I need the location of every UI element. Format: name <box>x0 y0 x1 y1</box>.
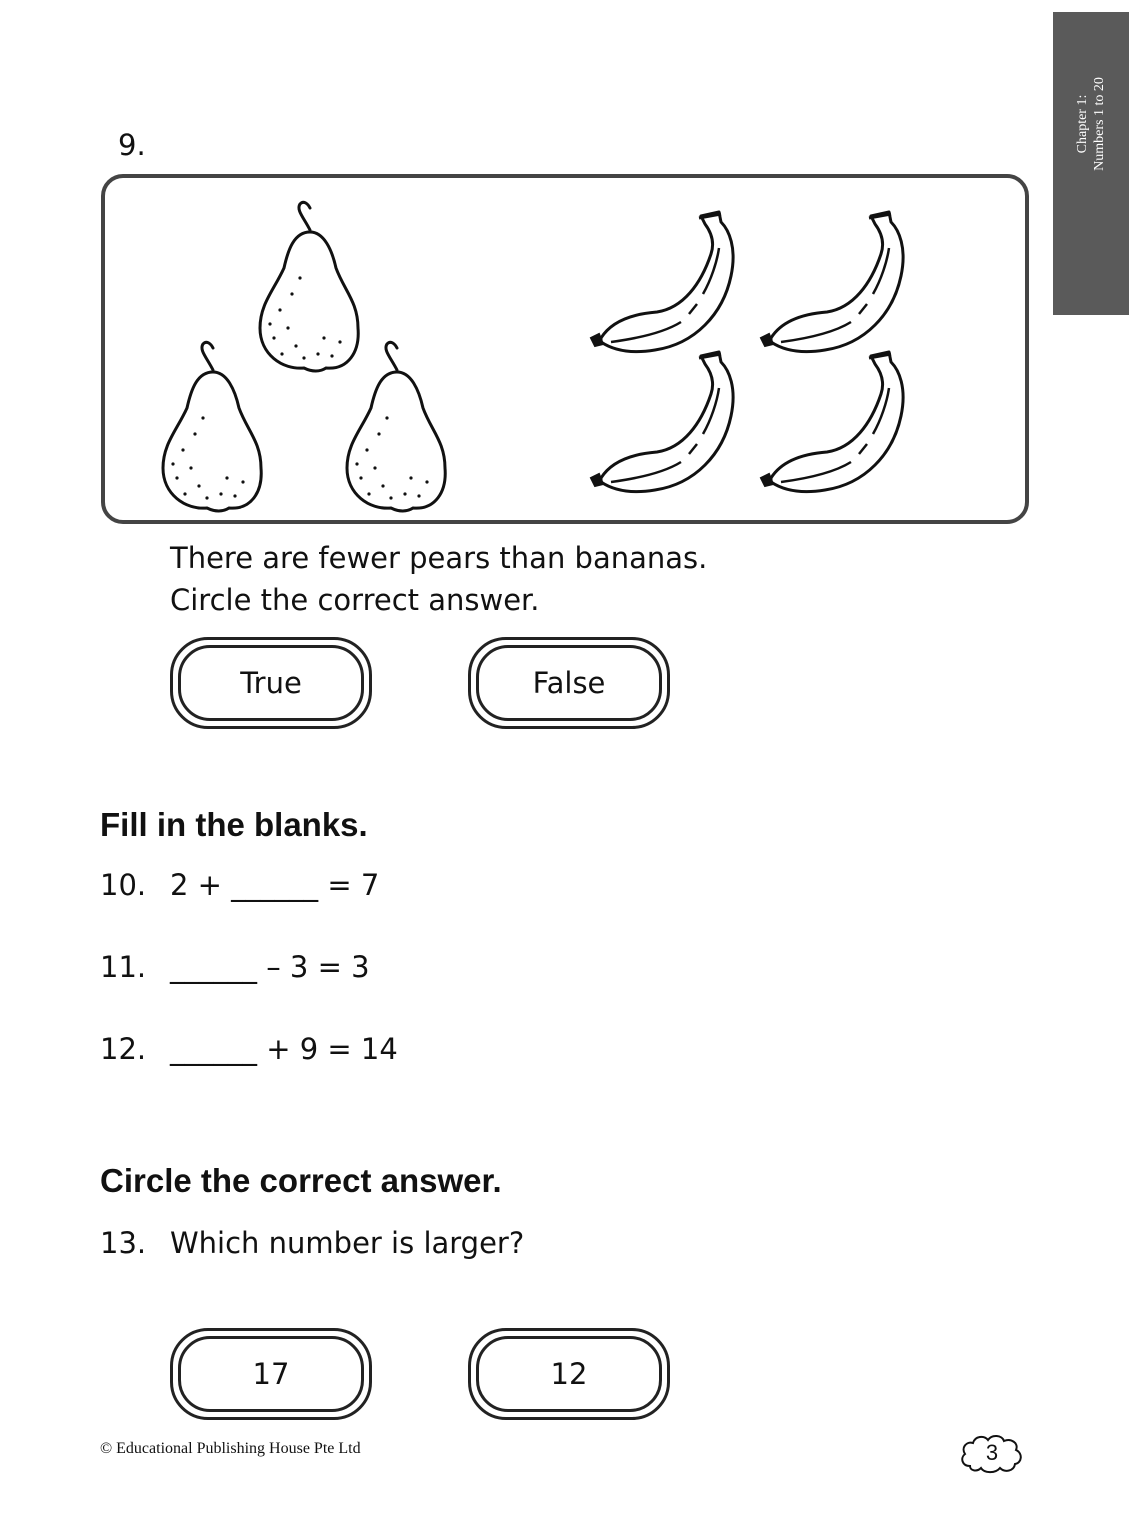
chapter-tab <box>1053 12 1129 315</box>
equation-text[interactable]: 2 + ______ = 7 <box>170 868 380 902</box>
question-9-statement <box>170 537 707 621</box>
fruit-illustration <box>105 178 1025 520</box>
page-number: 3 <box>985 1440 999 1465</box>
false-button[interactable]: False <box>468 637 670 729</box>
circle-answer-heading: Circle the correct answer. <box>100 1162 502 1199</box>
answer-17-button[interactable]: 17 <box>170 1328 372 1420</box>
question-9-number: 9. <box>118 128 146 162</box>
question-number: 11. <box>100 950 147 984</box>
chapter-tab-label <box>1074 77 1108 171</box>
pear-icon <box>347 342 445 511</box>
fill-blanks-heading: Fill in the blanks. <box>100 806 368 843</box>
banana-icon <box>591 352 733 492</box>
question-number: 10. <box>100 868 147 902</box>
banana-icon <box>761 352 903 492</box>
pear-icon <box>163 342 261 511</box>
fruit-picture-box <box>101 174 1029 524</box>
question-number: 12. <box>100 1032 147 1066</box>
equation-text[interactable]: ______ + 9 = 14 <box>170 1032 398 1066</box>
pear-icon <box>260 202 358 371</box>
answer-12-button[interactable]: 12 <box>468 1328 670 1420</box>
chapter-tab-subtitle: Numbers 1 to 20 <box>1092 77 1107 171</box>
chapter-tab-title: Chapter 1: <box>1075 94 1090 154</box>
instruction-line: Circle the correct answer. <box>170 583 540 617</box>
statement-line: There are fewer pears than bananas. <box>170 541 708 575</box>
copyright-text: © Educational Publishing House Pte Ltd <box>100 1440 361 1457</box>
true-button[interactable]: True <box>170 637 372 729</box>
question-12 <box>100 1032 398 1066</box>
banana-icon <box>761 212 903 352</box>
question-10 <box>100 868 379 902</box>
equation-text[interactable]: ______ – 3 = 3 <box>170 950 370 984</box>
question-text: Which number is larger? <box>170 1226 525 1260</box>
question-number: 13. <box>100 1226 147 1260</box>
banana-icon <box>591 212 733 352</box>
question-11 <box>100 950 370 984</box>
question-13 <box>100 1226 524 1260</box>
page-number-badge <box>958 1430 1026 1476</box>
